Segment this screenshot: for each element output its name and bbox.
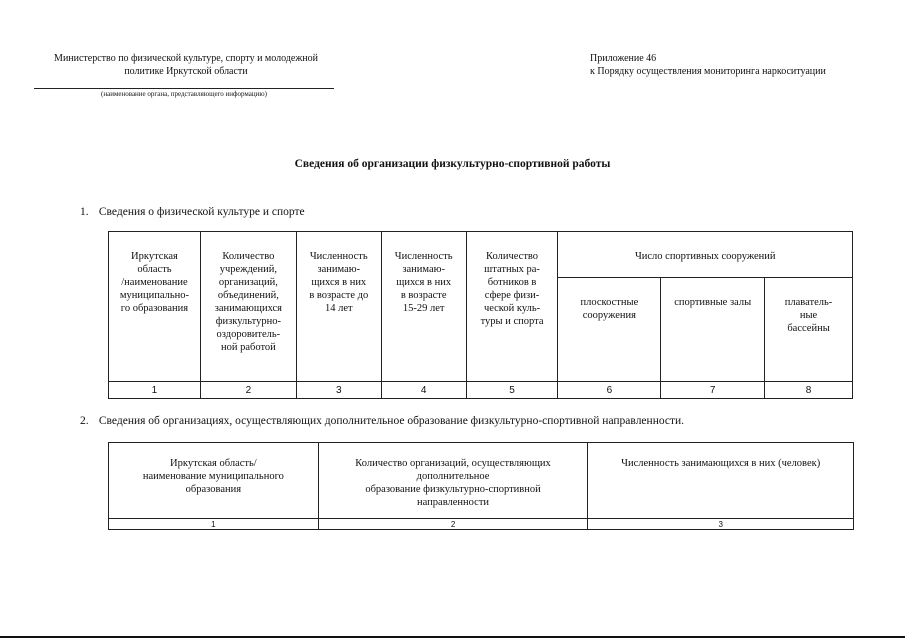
- organization-line-1: Министерство по физической культуре, спорту и молодежной: [54, 53, 318, 64]
- header-cell-organizations-count: Количество организаций, осуществляющих дополнительное образование физкультурно-спортивной направленности: [318, 443, 588, 519]
- column-index: 6: [558, 382, 661, 399]
- header-group-sports-facilities: Число спортивных сооружений: [558, 232, 853, 278]
- organization-name: [36, 52, 336, 78]
- column-index-row: [109, 382, 853, 399]
- column-index: 2: [318, 519, 588, 530]
- organization-line-2: политике Иркутской области: [124, 66, 248, 77]
- header-cell-participants-count: Численность занимающихся в них (человек): [588, 443, 854, 519]
- header-cell-swimming-pools: плаватель- ные бассейны: [765, 278, 853, 382]
- column-index: 1: [109, 519, 319, 530]
- column-index: 4: [381, 382, 466, 399]
- sports-facilities-table: [108, 231, 853, 399]
- page-bottom-edge: [0, 636, 905, 638]
- column-index: 2: [200, 382, 296, 399]
- section-2-number: 2.: [80, 415, 89, 427]
- header-cell-flat-facilities: плоскостные сооружения: [558, 278, 661, 382]
- header-cell-sports-halls: спортивные залы: [661, 278, 765, 382]
- organization-caption: (наименование органа, представляющего информацию): [101, 90, 267, 98]
- organization-underline: [34, 88, 334, 89]
- column-index: 3: [296, 382, 381, 399]
- header-cell-participants-15-29: Численность занимаю- щихся в них в возрасте 15-29 лет: [381, 232, 466, 382]
- header-cell-staff-count: Количество штатных ра- ботников в сфере физи- ческой куль- туры и спорта: [466, 232, 558, 382]
- additional-education-table: [108, 442, 854, 530]
- header-cell-region: Иркутская область /наименование муниципально- го образования: [109, 232, 201, 382]
- appendix-line-1: Приложение 46: [590, 53, 657, 64]
- header-cell-institutions-count: Количество учреждений, организаций, объединений, занимающихся физкультурно- оздоровитель- ной работой: [200, 232, 296, 382]
- section-2-title: Сведения об организациях, осуществляющих дополнительное образование физкультурно-спортивной направленности.: [98, 415, 685, 427]
- section-2-heading: [80, 414, 880, 428]
- column-index: 3: [588, 519, 854, 530]
- appendix-reference: [590, 52, 860, 78]
- section-1-title: Сведения о физической культуре и спорте: [98, 206, 305, 218]
- appendix-line-2: к Порядку осуществления мониторинга наркоситуации: [590, 66, 826, 77]
- section-1-number: 1.: [80, 206, 89, 218]
- column-index: 1: [109, 382, 201, 399]
- document-title: Сведения об организации физкультурно-спортивной работы: [294, 158, 611, 170]
- section-1-heading: [80, 205, 305, 219]
- header-cell-participants-under-14: Численность занимаю- щихся в них в возрасте до 14 лет: [296, 232, 381, 382]
- column-index: 7: [661, 382, 765, 399]
- header-cell-region: Иркутская область/ наименование муниципального образования: [109, 443, 319, 519]
- column-index: 8: [765, 382, 853, 399]
- column-index: 5: [466, 382, 558, 399]
- column-index-row: [109, 519, 854, 530]
